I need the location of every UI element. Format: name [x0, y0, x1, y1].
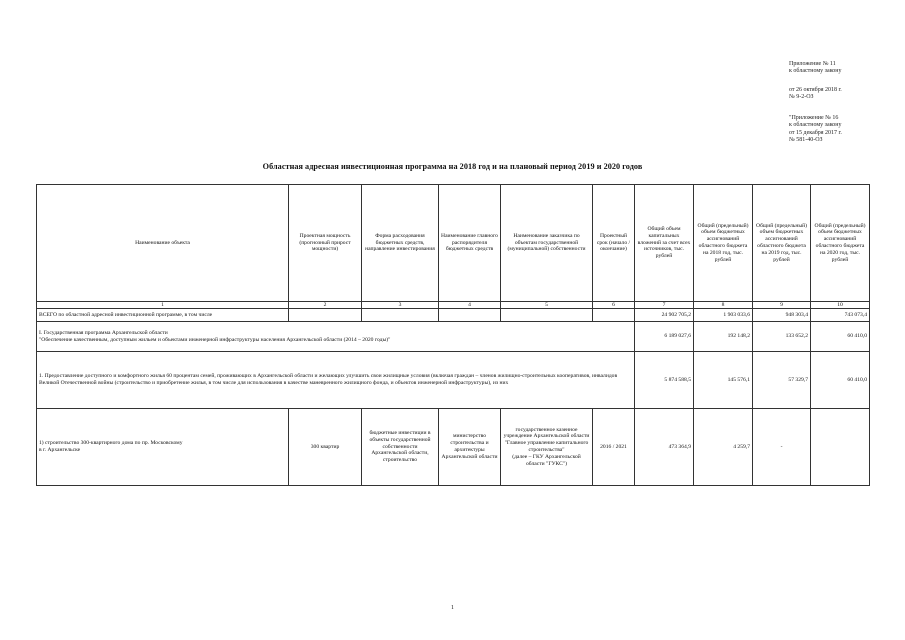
object-2020-value [811, 409, 870, 486]
program-investment-value: 6 189 027,6 [635, 322, 694, 352]
object-spending-form: бюджетные инвестиции в объекты государственной собственности Архангельской области, строительство [362, 409, 439, 486]
original-appendix-note: "Приложение № 16 к областному закону от 15 декабря 2017 г. № 581-40-ОЗ [789, 115, 842, 144]
col-number: 2 [289, 302, 362, 309]
total-2020-value: 743 073,4 [811, 309, 870, 322]
page-number: 1 [451, 605, 454, 611]
total-row [37, 309, 870, 322]
header-object-name: Наименование объекта [37, 185, 289, 302]
col-number: 3 [362, 302, 439, 309]
object-budget-manager: министерство строительства и архитектуры Архангельской области [439, 409, 501, 486]
subprogram-2018-value: 145 576,1 [694, 352, 753, 409]
total-2018-value: 1 903 033,6 [694, 309, 753, 322]
header-spending-form: Форма расходования бюджетных средств, направление инвестирования [362, 185, 439, 302]
total-investment-value: 24 902 705,2 [635, 309, 694, 322]
object-customer: государственное казенное учреждение Архангельской области "Главное управление капитального строительства" (далее – ГКУ Архангельской области "ГУКС") [501, 409, 593, 486]
col-number: 4 [439, 302, 501, 309]
subprogram-row [37, 352, 870, 409]
empty-cell [501, 309, 593, 322]
col-number: 7 [635, 302, 694, 309]
amendment-note: от 26 октября 2018 г. № 9-2-ОЗ [789, 87, 842, 101]
col-number: 5 [501, 302, 593, 309]
object-capacity: 300 квартир [289, 409, 362, 486]
object-2019-value: - [753, 409, 811, 486]
header-budget-2019: Общий (предельный) объем бюджетных ассигнований областного бюджета на 2019 год, тыс. рублей [753, 185, 811, 302]
col-number: 8 [694, 302, 753, 309]
total-name: ВСЕГО по областной адресной инвестиционной программе, в том числе [37, 309, 289, 322]
column-number-row [37, 302, 870, 309]
col-number: 9 [753, 302, 811, 309]
object-row [37, 409, 870, 486]
header-budget-2020: Общий (предельный) объем бюджетных ассигнований областного бюджета на 2020 год, тыс. рублей [811, 185, 870, 302]
header-row [37, 185, 870, 302]
empty-cell [593, 309, 635, 322]
col-number: 1 [37, 302, 289, 309]
program-2018-value: 192 148,2 [694, 322, 753, 352]
program-name: I. Государственная программа Архангельской области "Обеспечение качественным, доступным жильем и объектами инженерной инфраструктуры населения Архангельской области (2014 – 2020 годы)" [37, 322, 635, 352]
header-term: Проектный срок (начало / окончание) [593, 185, 635, 302]
investment-program-table [36, 184, 870, 486]
subprogram-2020-value: 60 410,0 [811, 352, 870, 409]
program-2020-value: 60 410,0 [811, 322, 870, 352]
program-row [37, 322, 870, 352]
header-budget-manager: Наименование главного распорядителя бюджетных средств [439, 185, 501, 302]
header-customer: Наименование заказчика по объектам государственной (муниципальной) собственности [501, 185, 593, 302]
object-2018-value: 4 259,7 [694, 409, 753, 486]
document-title: Областная адресная инвестиционная программа на 2018 год и на плановый период 2019 и 2020 годов [262, 162, 643, 171]
empty-cell [439, 309, 501, 322]
object-name: 1) строительство 300-квартирного дома по пр. Московскому в г. Архангельске [37, 409, 289, 486]
empty-cell [362, 309, 439, 322]
header-total-investment: Общий объем капитальных вложений за счет всех источников, тыс. рублей [635, 185, 694, 302]
header-capacity: Проектная мощность (прогнозный прирост мощности) [289, 185, 362, 302]
col-number: 6 [593, 302, 635, 309]
appendix-note: Приложение № 11 к областному закону [789, 61, 842, 75]
object-term: 2016 / 2021 [593, 409, 635, 486]
program-2019-value: 133 652,2 [753, 322, 811, 352]
object-investment-value: 473 364,9 [635, 409, 694, 486]
subprogram-investment-value: 5 874 588,5 [635, 352, 694, 409]
col-number: 10 [811, 302, 870, 309]
total-2019-value: 948 303,4 [753, 309, 811, 322]
empty-cell [289, 309, 362, 322]
subprogram-name: 1. Предоставление доступного и комфортного жилья 60 процентам семей, проживающих в Архангельской области и желающих улучшить свои жилищные условия (включая граждан – членов жилищно-строительных кооперативов, инвалидов Великой Отечественной войны (строительство и приобретение жилья, в том числе для использования в качестве маневренного жилищного фонда, и объектов инженерной инфраструктуры), из них [37, 352, 635, 409]
header-budget-2018: Общий (предельный) объем бюджетных ассигнований областного бюджета на 2018 год, тыс. рублей [694, 185, 753, 302]
subprogram-2019-value: 57 329,7 [753, 352, 811, 409]
